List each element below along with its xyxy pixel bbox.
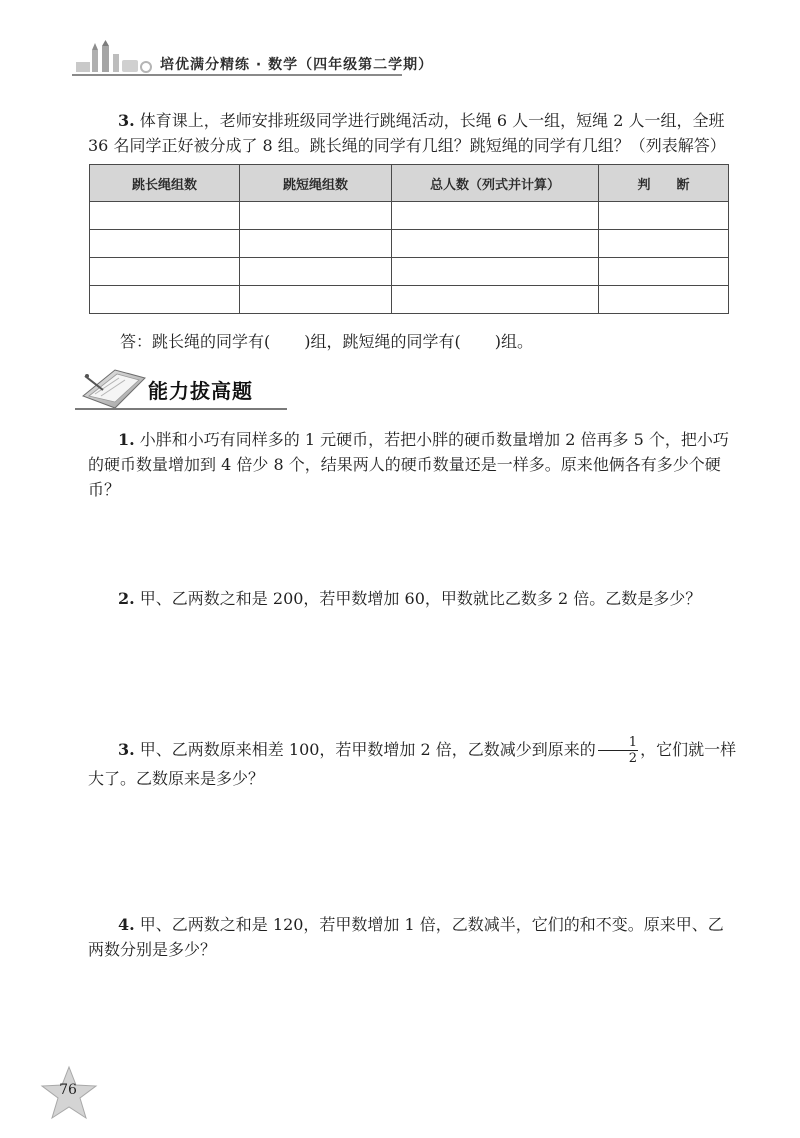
table-header-cell: 跳短绳组数 <box>240 165 392 202</box>
table-cell[interactable] <box>392 258 599 286</box>
table-header-row <box>90 165 729 202</box>
header-divider <box>72 74 402 76</box>
problem-number: 1. <box>118 430 135 449</box>
table-cell[interactable] <box>240 258 392 286</box>
fraction-denominator: 2 <box>628 751 638 766</box>
stationery-decoration-icon <box>72 40 158 76</box>
table-cell[interactable] <box>599 230 729 258</box>
fraction-one-half <box>598 735 638 766</box>
section-banner <box>75 356 290 414</box>
table-header-cell: 判 断 <box>599 165 729 202</box>
table-cell[interactable] <box>392 230 599 258</box>
page-header <box>72 40 434 82</box>
table-cell[interactable] <box>90 286 240 314</box>
table-cell[interactable] <box>240 286 392 314</box>
answer-line <box>120 329 533 352</box>
problem-text: ，它们就一样大了。乙数原来是多少？ <box>88 740 737 788</box>
table-cell[interactable] <box>240 230 392 258</box>
problem-3 <box>88 735 738 791</box>
answer-table <box>89 164 729 314</box>
page-number: 76 <box>59 1082 77 1098</box>
header-title: 培优满分精练 · 数学（四年级第二学期） <box>160 57 434 73</box>
table-header-cell: 跳长绳组数 <box>90 165 240 202</box>
question-text: 体育课上，老师安排班级同学进行跳绳活动，长绳 6 人一组，短绳 2 人一组，全班 36 名同学正好被分成了 8 组。跳长绳的同学有几组？跳短绳的同学有几组？（列表解答） <box>88 111 726 155</box>
table-cell[interactable] <box>90 258 240 286</box>
question-number: 3. <box>118 111 135 130</box>
problem-2 <box>118 586 701 611</box>
table-cell[interactable] <box>599 202 729 230</box>
table-cell[interactable] <box>90 202 240 230</box>
problem-text: 甲、乙两数原来相差 100，若甲数增加 2 倍，乙数减少到原来的 <box>139 740 596 759</box>
table-row <box>90 286 729 314</box>
problem-text: 小胖和小巧有同样多的 1 元硬币，若把小胖的硬币数量增加 2 倍再多 5 个，把小巧的硬币数量增加到 4 倍少 8 个，结果两人的硬币数量还是一样多。原来他俩各有多少个硬币？ <box>88 430 729 499</box>
table-cell[interactable] <box>599 258 729 286</box>
table-row <box>90 202 729 230</box>
table-header-cell: 总人数（列式并计算） <box>392 165 599 202</box>
section-title: 能力拔高题 <box>148 379 253 403</box>
fraction-numerator: 1 <box>598 735 638 751</box>
table-cell[interactable] <box>240 202 392 230</box>
problem-1 <box>88 427 738 502</box>
problem-number: 3. <box>118 740 135 759</box>
problem-text: 甲、乙两数之和是 200，若甲数增加 60，甲数就比乙数多 2 倍。乙数是多少？ <box>139 589 702 608</box>
problem-number: 4. <box>118 915 135 934</box>
table-row <box>90 258 729 286</box>
table-cell[interactable] <box>599 286 729 314</box>
table-cell[interactable] <box>392 202 599 230</box>
answer-text: )组，跳短绳的同学有( <box>304 332 461 351</box>
problem-number: 2. <box>118 589 135 608</box>
question-3 <box>88 108 738 158</box>
table-cell[interactable] <box>392 286 599 314</box>
table-cell[interactable] <box>90 230 240 258</box>
table-row <box>90 230 729 258</box>
problem-text: 甲、乙两数之和是 120，若甲数增加 1 倍，乙数减半，它们的和不变。原来甲、乙两数分别是多少？ <box>88 915 724 959</box>
answer-text: )组。 <box>494 332 533 351</box>
answer-text: 答：跳长绳的同学有( <box>120 332 271 351</box>
problem-4 <box>88 912 738 962</box>
